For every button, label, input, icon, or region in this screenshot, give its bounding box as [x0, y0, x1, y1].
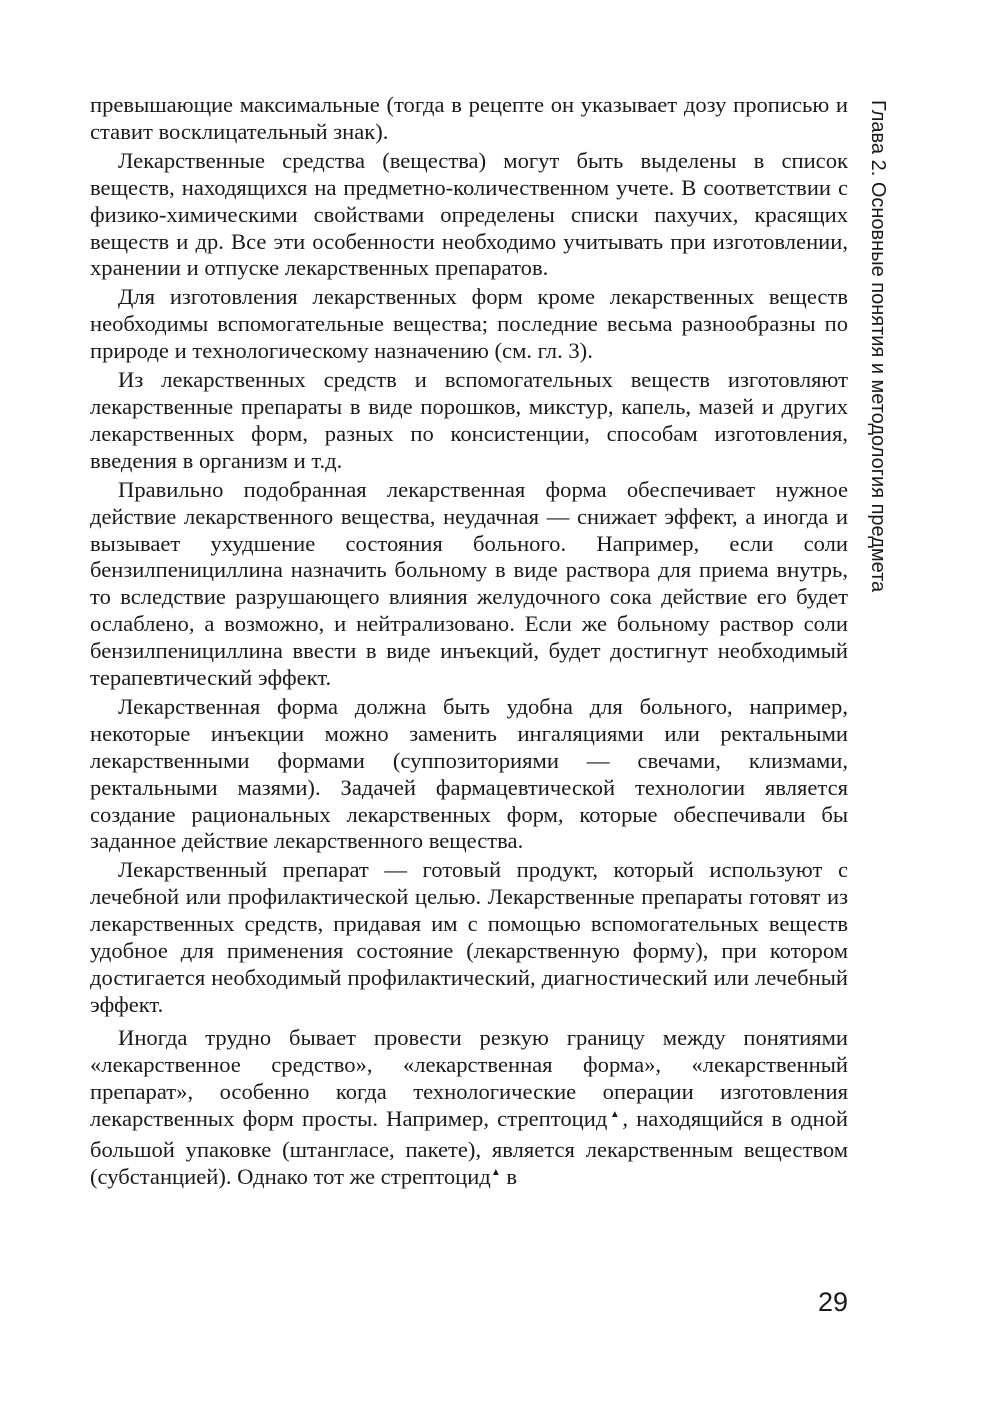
main-text-block — [90, 92, 848, 1196]
page-number: 29 — [817, 1287, 848, 1317]
paragraph: Правильно подобранная лекарственная форма обеспечивает нужное действие лекарственного вещества, неудачная — снижает эффект, а иногда и вызывает ухудшение состояния больного. Например, если соли бензилпенициллина назначить больному в виде раствора для приема внутрь, то вследствие разрушающего влияния желудочного сока действие его будет ослаблено, а возможно, и нейтрализовано. Если же больному раствор соли бензилпенициллина ввести в виде инъекций, будет достигнут необходимый терапевтический эффект. — [90, 476, 848, 691]
paragraph: Лекарственные средства (вещества) могут быть выделены в список веществ, находящихся на предметно-количественном учете. В соответствии с физико-химическими свойствами определены списки пахучих, красящих веществ и др. Все эти особенности необходимо учитывать при изготовлении, хранении и отпуске лекарственных препаратов. — [90, 147, 848, 281]
paragraph: Лекарственная форма должна быть удобна для больного, например, некоторые инъекции можно заменить ингаляциями или ректальными лекарственными формами (суппозиториями — свечами, клизмами, ректальными мазями). Задачей фармацевтической технологии является создание рациональных лекарственных форм, которые обеспечивали бы заданное действие лекарственного вещества. — [90, 693, 848, 854]
running-head — [863, 100, 893, 610]
list-marker-icon: ▲ — [490, 1167, 501, 1179]
paragraph-last — [90, 1025, 848, 1196]
paragraph: Из лекарственных средств и вспомогательных веществ изготовляют лекарственные препараты в виде порошков, микстур, капель, мазей и других лекарственных форм, разных по консистенции, способам изготовления, введения в организм и т.д. — [90, 367, 848, 473]
paragraph-text-part: в — [500, 1164, 518, 1190]
running-head-text: Глава 2. Основные понятия и методология предмета — [867, 100, 889, 593]
paragraph-text-part: , находящийся в одной большой упаковке (штангласе, пакете), является лекарственным веществом (субстанцией). Однако тот же стрептоцид — [90, 1105, 848, 1190]
paragraph-text-part: Иногда трудно бывает провести резкую границу между понятиями «лекарственное средство», «лекарственная форма», «лекарственный препарат», особенно когда технологические операции изготовления лекарственных форм просты. Например, стрептоцид — [90, 1024, 848, 1131]
paragraph: Для изготовления лекарственных форм кроме лекарственных веществ необходимы вспомогательные вещества; последние весьма разнообразны по природе и технологическому назначению (см. гл. 3). — [90, 284, 848, 364]
list-marker-icon: ▲ — [607, 1108, 623, 1120]
paragraph-continued: превышающие максимальные (тогда в рецепте он указывает дозу прописью и ставит восклицательный знак). — [90, 92, 848, 144]
paragraph: Лекарственный препарат — готовый продукт, который используют с лечебной или профилактической целью. Лекарственные препараты готовят из лекарственных средств, придавая им с помощью вспомогательных веществ удобное для применения состояние (лекарственную форму), при котором достигается необходимый профилактический, диагностический или лечебный эффект. — [90, 857, 848, 1017]
